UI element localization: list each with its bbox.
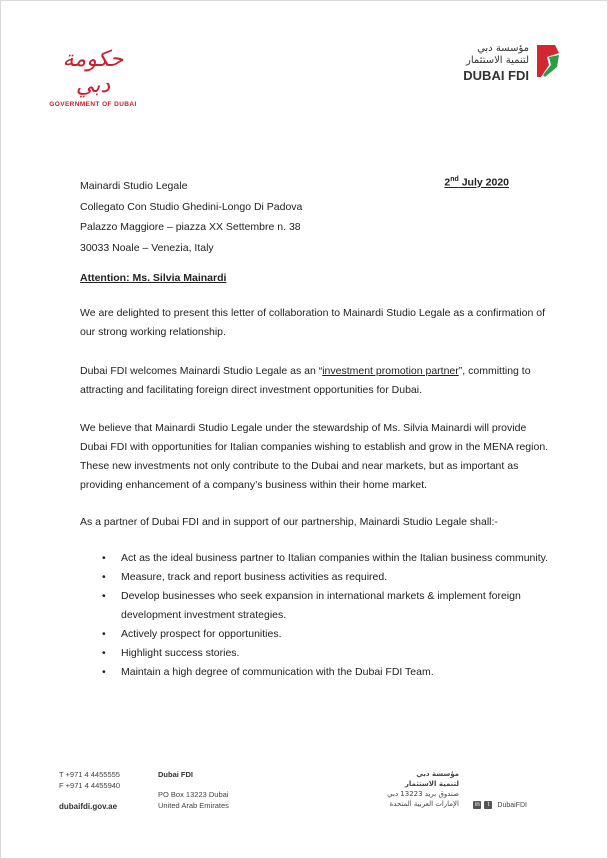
list-item: • Measure, track and report business activities as required. — [102, 568, 552, 587]
twitter-icon: t — [484, 801, 492, 809]
list-item: • Develop businesses who seek expansion in international markets & implement foreign development investment strategies. — [102, 587, 552, 625]
fdi-logo-arabic-1: مؤسسة دبي — [477, 43, 529, 54]
recipient-address — [80, 176, 302, 258]
dubai-fdi-logo — [441, 41, 561, 85]
fdi-logo-text — [463, 43, 529, 84]
fdi-mark-icon — [535, 43, 561, 79]
footer-po-box: PO Box 13223 Dubai — [158, 790, 229, 799]
footer-fax: F +971 4 4455940 — [59, 781, 121, 790]
fdi-logo-arabic-2: لتنمية الاستثمار — [466, 55, 529, 66]
address-line: Collegato Con Studio Ghedini-Longo Di Padova — [80, 200, 303, 213]
list-item: • Actively prospect for opportunities. — [102, 625, 552, 644]
address-line: Palazzo Maggiore – piazza XX Settembre n. 38 — [80, 221, 301, 233]
letter-footer — [59, 769, 551, 815]
footer-arabic-name-1: مؤسسة دبي — [416, 770, 459, 778]
footer-arabic-po-box: صندوق بريد 13223 دبي — [387, 790, 459, 798]
footer-arabic-name-2: لتنمية الاستثمار — [404, 780, 459, 788]
footer-arabic-block — [387, 769, 459, 809]
letter-date: 2nd July 2020 — [444, 176, 509, 189]
government-of-dubai-logo — [47, 47, 139, 108]
paragraph-intro: We are delighted to present this letter of collaboration to Mainardi Studio Legale as a confirmation of our strong working relationship. — [80, 307, 545, 338]
paragraph-partner: As a partner of Dubai FDI and in support of our partnership, Mainardi Studio Legale shall:- — [80, 516, 498, 528]
footer-address — [158, 789, 229, 811]
fdi-logo-english: DUBAI FDI — [463, 68, 529, 83]
footer-social-label: DubaiFDI — [497, 801, 527, 809]
footer-website: dubaifdi.gov.ae — [59, 802, 118, 811]
footer-phone: T +971 4 4455555 — [59, 770, 120, 779]
paragraph-welcome: Dubai FDI welcomes Mainardi Studio Legale as an “investment promotion partner”, committing to attracting and facilitating foreign direct investment opportunities for Dubai. — [80, 365, 531, 396]
gov-logo-arabic: حكومة دبي — [62, 47, 124, 98]
attention-line: Attention: Ms. Silvia Mainardi — [80, 272, 227, 284]
gov-logo-english: GOVERNMENT OF DUBAI — [49, 101, 137, 108]
list-item: • Highlight success stories. — [102, 644, 552, 663]
address-line: 30033 Noale – Venezia, Italy — [80, 241, 214, 254]
paragraph-belief: We believe that Mainardi Studio Legale under the stewardship of Ms. Silvia Mainardi will provide Dubai FDI with opportunities for Italian companies wishing to establish and grow in the MENA region. These new investments not only contribute to the Dubai and near markets, but as important as providing enhancement of a company’s business within their home market. — [80, 422, 549, 491]
footer-arabic-country: الإمارات العربية المتحدة — [389, 800, 459, 808]
footer-country: United Arab Emirates — [158, 801, 229, 810]
linkedin-icon: in — [475, 802, 480, 808]
investment-promotion-partner-text: investment promotion partner — [322, 365, 459, 377]
list-item: • Maintain a high degree of communication with the Dubai FDI Team. — [102, 663, 552, 682]
footer-social — [473, 801, 527, 809]
responsibilities-list — [102, 549, 552, 682]
list-item: • Act as the ideal business partner to Italian companies within the Italian business community. — [102, 549, 552, 568]
footer-org-name: Dubai FDI — [158, 770, 193, 779]
footer-contacts — [59, 769, 120, 791]
address-line: Mainardi Studio Legale — [80, 180, 188, 192]
